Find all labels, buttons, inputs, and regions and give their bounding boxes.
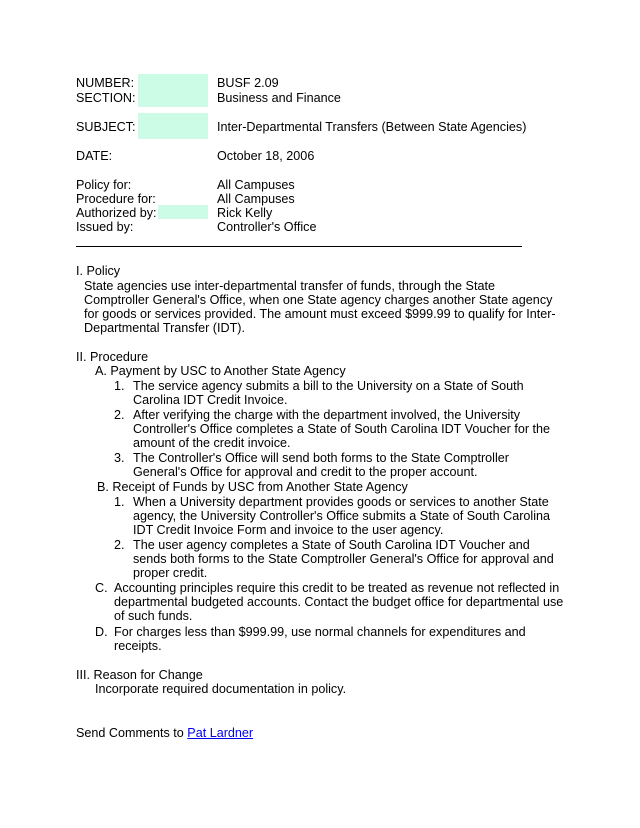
authorized-by-value: Rick Kelly bbox=[217, 206, 273, 220]
section-label: SECTION: bbox=[76, 91, 136, 105]
list-item-line: Controller's Office completes a State of South Carolina IDT Voucher for the bbox=[133, 422, 551, 436]
procedure-d-line: For charges less than $999.99, use normal channels for expenditures and bbox=[114, 625, 526, 639]
number-value: BUSF 2.09 bbox=[217, 76, 279, 90]
send-comments-text: Send Comments to bbox=[76, 726, 188, 740]
policy-heading: I. Policy bbox=[76, 264, 121, 278]
procedure-for-value: All Campuses bbox=[217, 192, 295, 206]
list-item-line: amount of the credit invoice. bbox=[133, 436, 291, 450]
list-item-line: The Controller's Office will send both forms to the State Comptroller bbox=[133, 451, 509, 465]
subject-label: SUBJECT: bbox=[76, 120, 136, 134]
list-number: 1. bbox=[114, 495, 125, 509]
number-section-highlight bbox=[138, 74, 208, 107]
procedure-heading: II. Procedure bbox=[76, 350, 149, 364]
authorized-highlight bbox=[158, 205, 208, 219]
procedure-for-label: Procedure for: bbox=[76, 192, 156, 206]
procedure-c-line: departmental budgeted accounts. Contact the budget office for departmental use bbox=[114, 595, 564, 609]
reason-heading: III. Reason for Change bbox=[76, 668, 203, 682]
procedure-a-heading: A. Payment by USC to Another State Agency bbox=[95, 364, 346, 378]
pat-lardner-link[interactable]: Pat Lardner bbox=[187, 726, 254, 740]
list-item-line: agency, the University Controller's Office submits a State of South Carolina bbox=[133, 509, 551, 523]
issued-by-label: Issued by: bbox=[76, 220, 134, 234]
policy-line: State agencies use inter-departmental transfer of funds, through the State bbox=[84, 279, 495, 293]
list-item-line: sends both forms to the State Comptroller General's Office for approval and bbox=[133, 552, 554, 566]
list-item-line: General's Office for approval and credit to the proper account. bbox=[133, 465, 478, 479]
section-value: Business and Finance bbox=[217, 91, 341, 105]
list-number: 2. bbox=[114, 408, 125, 422]
list-item-line: When a University department provides goods or services to another State bbox=[133, 495, 549, 509]
list-number: 3. bbox=[114, 451, 125, 465]
list-number: 2. bbox=[114, 538, 125, 552]
procedure-b-heading: B. Receipt of Funds by USC from Another State Agency bbox=[97, 480, 408, 494]
list-item-line: The user agency completes a State of South Carolina IDT Voucher and bbox=[133, 538, 530, 552]
date-label: DATE: bbox=[76, 149, 113, 163]
policy-line: Comptroller General's Office, when one State agency charges another State agency bbox=[84, 293, 553, 307]
list-item-line: After verifying the charge with the department involved, the University bbox=[133, 408, 521, 422]
subject-highlight bbox=[138, 113, 208, 139]
issued-by-value: Controller's Office bbox=[217, 220, 317, 234]
subject-value: Inter-Departmental Transfers (Between State Agencies) bbox=[217, 120, 527, 134]
header-divider bbox=[76, 246, 522, 247]
date-value: October 18, 2006 bbox=[217, 149, 315, 163]
policy-line: for goods or services provided. The amount must exceed $999.99 to qualify for Inter- bbox=[84, 307, 556, 321]
authorized-by-label: Authorized by: bbox=[76, 206, 157, 220]
list-item-line: proper credit. bbox=[133, 566, 208, 580]
list-item-line: IDT Credit Invoice Form and invoice to the user agency. bbox=[133, 523, 444, 537]
procedure-d-label: D. bbox=[95, 625, 108, 639]
procedure-c-label: C. bbox=[95, 581, 108, 595]
number-label: NUMBER: bbox=[76, 76, 135, 90]
send-comments bbox=[76, 726, 253, 741]
list-number: 1. bbox=[114, 379, 125, 393]
list-item-line: Carolina IDT Credit Invoice. bbox=[133, 393, 288, 407]
reason-text: Incorporate required documentation in policy. bbox=[95, 682, 347, 696]
procedure-c-line: Accounting principles require this credit to be treated as revenue not reflected in bbox=[114, 581, 560, 595]
procedure-c-line: of such funds. bbox=[114, 609, 193, 623]
list-item-line: The service agency submits a bill to the University on a State of South bbox=[133, 379, 524, 393]
policy-for-value: All Campuses bbox=[217, 178, 295, 192]
policy-line: Departmental Transfer (IDT). bbox=[84, 321, 245, 335]
policy-for-label: Policy for: bbox=[76, 178, 132, 192]
procedure-d-line: receipts. bbox=[114, 639, 162, 653]
